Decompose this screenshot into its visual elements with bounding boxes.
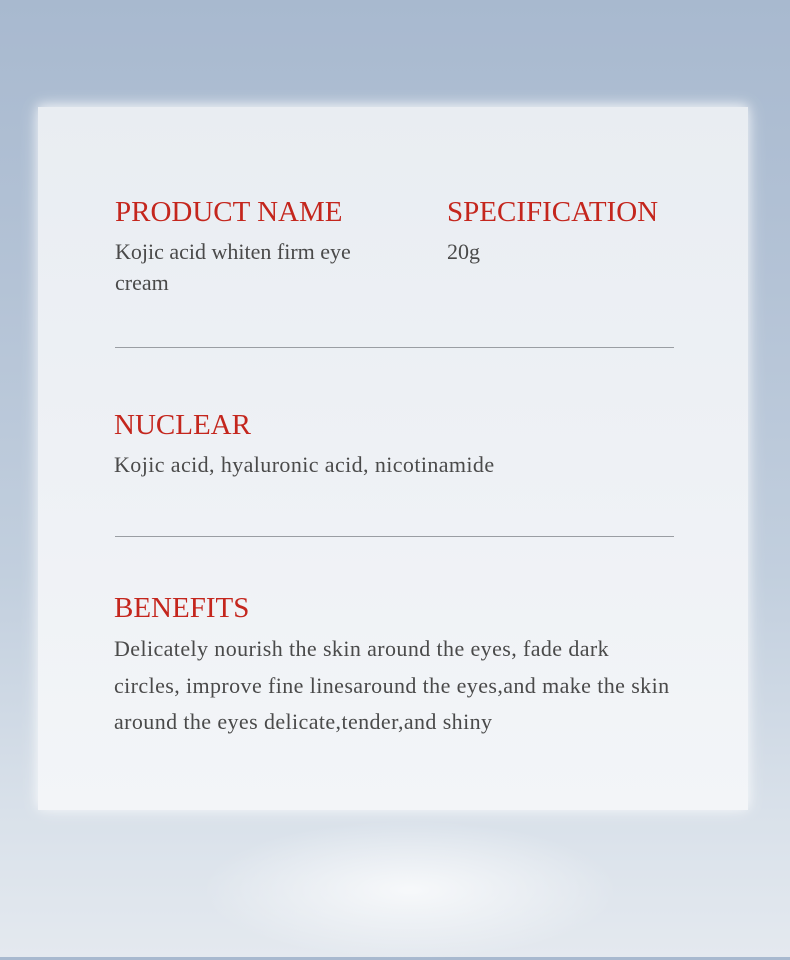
divider-2 [115,536,674,537]
product-info-card [38,107,748,810]
product-name-value: Kojic acid whiten firm eye cream [115,239,351,295]
specification-heading: SPECIFICATION [447,196,659,228]
specification-value: 20g [447,239,480,264]
benefits-heading: BENEFITS [114,592,250,624]
background-glow [200,820,620,960]
nuclear-heading: NUCLEAR [114,409,251,441]
product-name-heading: PRODUCT NAME [115,196,343,228]
benefits-value: Delicately nourish the skin around the eyes, fade dark circles, improve fine linesaround the eyes,and make the skin around the eyes delicate,tender,and shiny [114,636,670,734]
nuclear-value: Kojic acid, hyaluronic acid, nicotinamide [114,452,495,477]
divider-1 [115,347,674,348]
